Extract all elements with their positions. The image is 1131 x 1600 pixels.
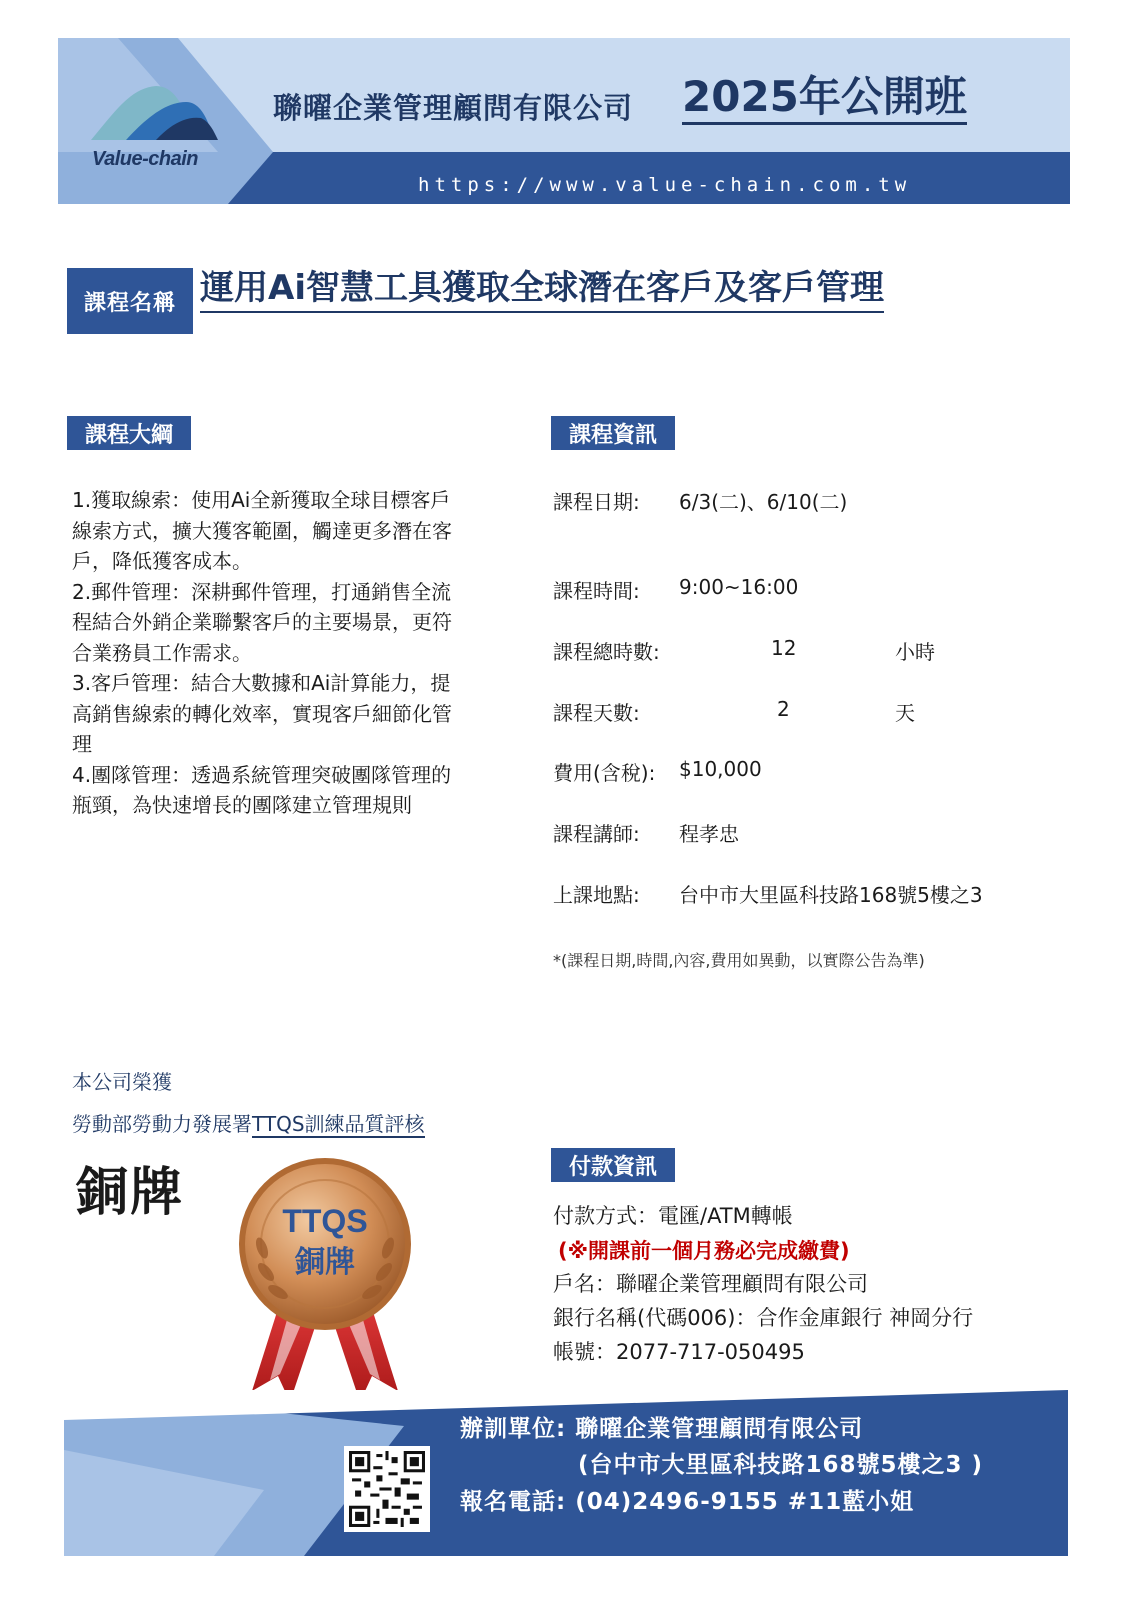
outline-line: 戶，降低獲客成本。 [72,549,252,573]
course-title: 運用Ai智慧工具獲取全球潛在客戶及客戶管理 [200,268,884,313]
registration-phone[interactable]: 報名電話: (04)2496-9155 #11藍小姐 [460,1489,915,1515]
payment-method: 付款方式：電匯/ATM轉帳 [553,1204,793,1228]
change-notice: *(課程日期,時間,內容,費用如異動，以實際公告為準) [553,951,925,970]
header-banner [58,38,1070,204]
course-info-tag: 課程資訊 [551,416,675,450]
award-agency: 勞動部勞動力發展署 [72,1112,252,1136]
outline-line: 高銷售線索的轉化效率，實現客戶細節化管 [72,701,452,726]
award-intro: 本公司榮獲 [72,1070,172,1094]
course-date-label: 課程日期: [553,490,640,514]
outline-line: 2.郵件管理：深耕郵件管理，打通銷售全流 [72,579,452,604]
bank-name: 銀行名稱(代碼006)：合作金庫銀行 神岡分行 [553,1306,974,1330]
course-hours-value: 12 [771,636,797,660]
course-instructor-value: 程孝忠 [679,822,739,846]
course-time-label: 課程時間: [553,579,640,603]
footer-banner [64,1390,1068,1556]
outline-line: 程結合外銷企業聯繫客戶的主要場景，更符 [72,610,452,634]
outline-line: 4.團隊管理：透過系統管理突破團隊管理的 [72,762,452,787]
course-days-value: 2 [777,697,790,721]
award-level: 銅牌 [76,1163,185,1223]
year-class-title: 2025年公開班 [682,74,967,125]
medal-text-ttqs: TTQS [282,1203,368,1239]
course-date-value: 6/3(二)、6/10(二) [679,490,848,514]
outline-tag: 課程大綱 [67,416,191,450]
medal-text-bronze: 銅牌 [295,1245,355,1280]
organizer-line: 辦訓單位: 聯曜企業管理顧問有限公司 [460,1416,864,1442]
outline-line: 理 [72,732,92,756]
course-hours-label: 課程總時數: [553,640,660,664]
organizer-address: (台中市大里區科技路168號5樓之3 ) [578,1452,984,1478]
outline-line: 3.客戶管理：結合大數據和Ai計算能力，提 [72,671,451,695]
website-link[interactable]: https://www.value-chain.com.tw [418,174,912,196]
bronze-medal-icon [230,1156,420,1406]
outline-line: 瓶頸，為快速增長的團隊建立管理規則 [72,793,412,817]
outline-line: 1.獲取線索：使用Ai全新獲取全球目標客戶 [72,488,451,512]
account-name: 戶名：聯曜企業管理顧問有限公司 [553,1272,868,1296]
outline-line: 合業務員工作需求。 [72,640,252,665]
payment-info-tag: 付款資訊 [551,1148,675,1182]
course-time-value: 9:00~16:00 [679,575,799,599]
outline-line: 線索方式，擴大獲客範圍，觸達更多潛在客 [72,518,452,543]
registration-qr-code-icon[interactable] [344,1446,430,1532]
course-outline [72,485,512,821]
course-days-label: 課程天數: [553,701,640,725]
company-name: 聯曜企業管理顧問有限公司 [273,91,634,125]
course-instructor-label: 課程講師: [553,822,640,846]
account-number: 帳號：2077-717-050495 [553,1340,805,1364]
course-location-label: 上課地點: [553,883,640,907]
award-program: TTQS訓練品質評核 [252,1112,425,1136]
payment-deadline-warning: (※開課前一個月務必完成繳費) [558,1239,850,1263]
course-fee-label: 費用(含稅): [553,761,656,785]
course-days-unit: 天 [895,701,915,725]
award-description [72,1108,425,1137]
course-hours-unit: 小時 [895,640,935,664]
course-name-tag: 課程名稱 [67,268,193,334]
course-fee-value: $10,000 [679,757,762,781]
logo-text: Value-chain [92,148,199,170]
course-location-value: 台中市大里區科技路168號5樓之3 [679,883,983,907]
